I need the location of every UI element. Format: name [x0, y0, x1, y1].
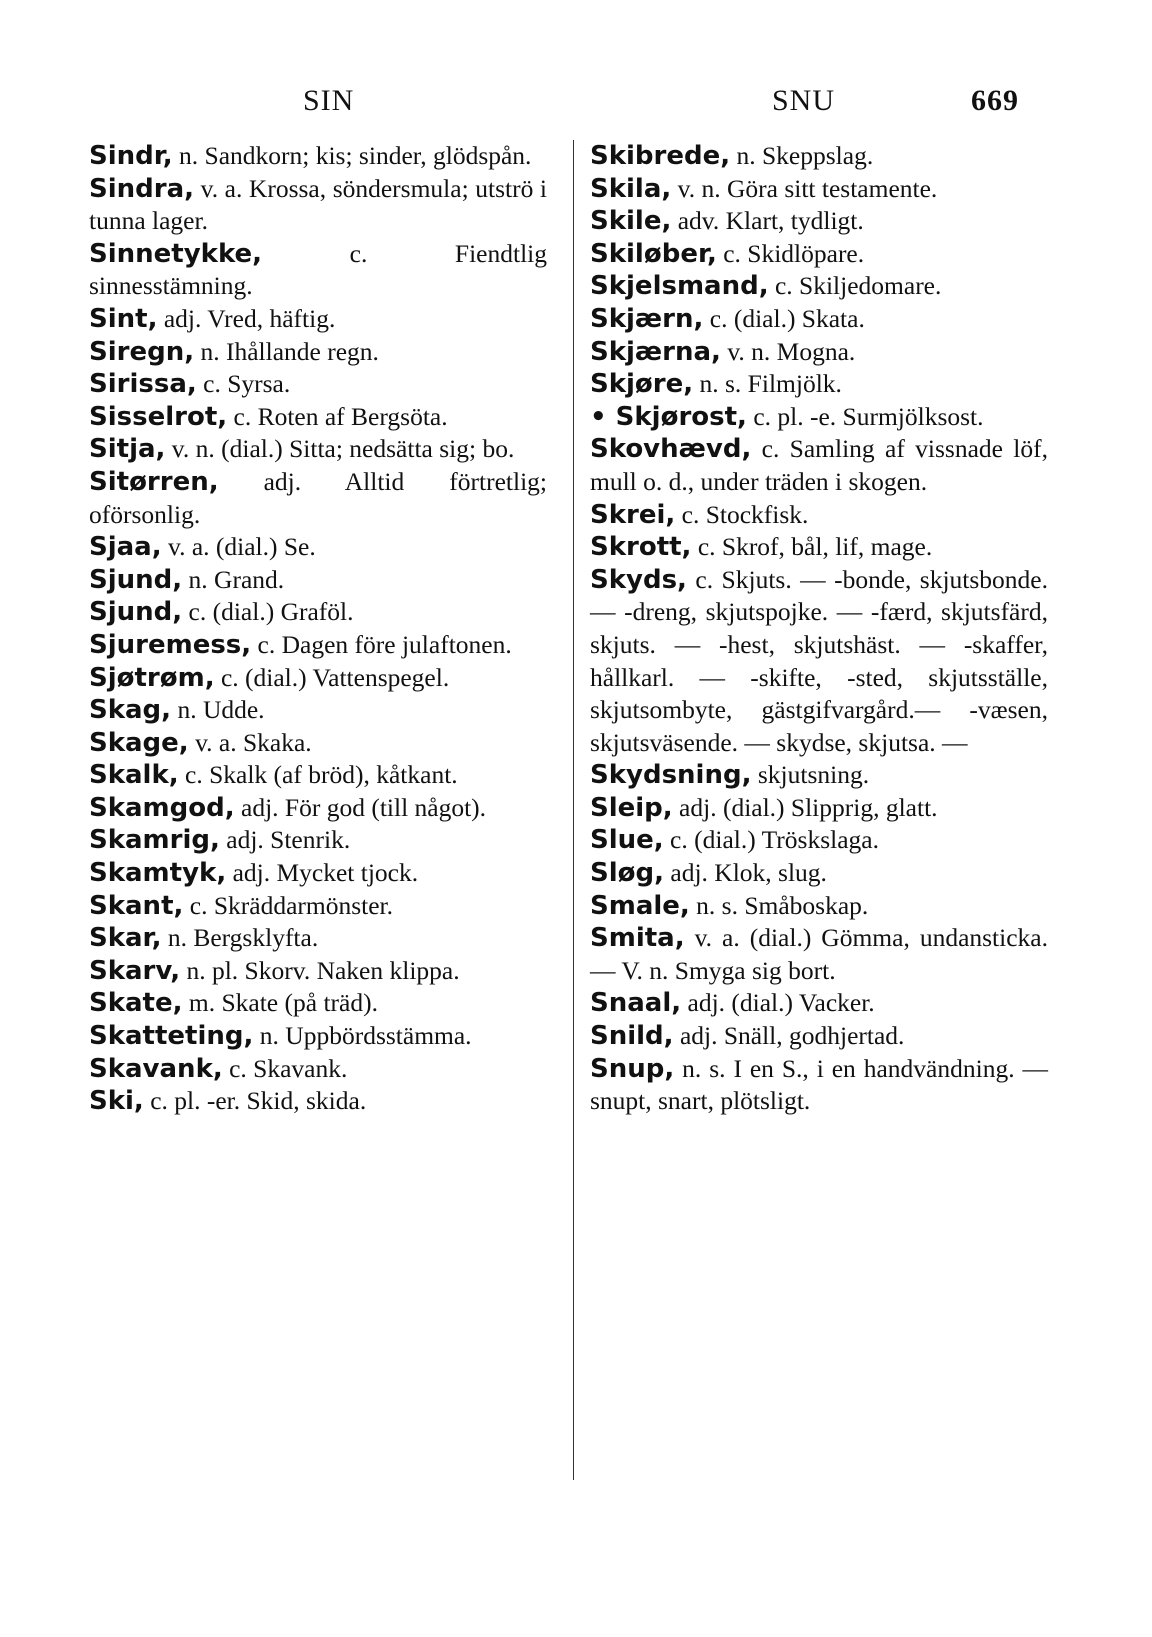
- entry-headword: Skiløber,: [590, 238, 717, 269]
- dictionary-entry: [590, 1020, 1048, 1053]
- entry-headword: Sjaa,: [89, 532, 162, 563]
- dictionary-entry: [89, 792, 547, 825]
- entry-definition: m. Skate (på träd).: [182, 988, 378, 1018]
- page-number: 669: [971, 84, 1019, 117]
- entry-definition: n. Sandkorn; kis; sinder, glödspån.: [172, 141, 532, 170]
- entry-headword: Slue,: [590, 825, 664, 856]
- dictionary-entry: [590, 270, 1048, 303]
- entry-headword: Skamrig,: [89, 825, 220, 856]
- dictionary-entry: [590, 336, 1048, 369]
- entry-definition: v. n. Mogna.: [720, 336, 856, 366]
- entry-definition: adj. Snäll, godhjertad.: [673, 1021, 905, 1051]
- entry-headword: Sjund,: [89, 564, 183, 595]
- dictionary-entry: [590, 987, 1048, 1020]
- entry-headword: Sitørren,: [89, 466, 219, 497]
- entry-headword: Ski,: [89, 1086, 144, 1117]
- dictionary-entry: [89, 1053, 547, 1086]
- dictionary-entry: [590, 857, 1048, 890]
- entry-headword: Skar,: [89, 923, 162, 954]
- dictionary-entry: [590, 499, 1048, 532]
- entry-headword: Sleip,: [590, 792, 673, 823]
- dictionary-entry: [590, 303, 1048, 336]
- dictionary-entry: [590, 205, 1048, 238]
- entry-headword: Sjund,: [89, 597, 183, 628]
- dictionary-entry: [89, 987, 547, 1020]
- dictionary-entry: [89, 368, 547, 401]
- entry-headword: Skydsning,: [590, 760, 752, 791]
- dictionary-entry: [590, 564, 1048, 760]
- entry-headword: Skalk,: [89, 760, 179, 791]
- entry-definition: c. pl. -er. Skid, skida.: [143, 1086, 367, 1116]
- entry-headword: Smale,: [590, 890, 690, 921]
- entry-definition: n. pl. Skorv. Naken klippa.: [180, 955, 460, 985]
- dictionary-entry: [590, 1053, 1048, 1118]
- entry-definition: c. (dial.) Skata.: [703, 303, 865, 333]
- entry-definition: n. s. Filmjölk.: [693, 369, 842, 399]
- entry-definition: n. s. Småboskap.: [689, 890, 869, 920]
- entry-headword: Skile,: [590, 206, 672, 237]
- entry-headword: Snaal,: [590, 988, 682, 1019]
- entry-headword: Skjærna,: [590, 336, 721, 367]
- left-column: [89, 140, 547, 1118]
- dictionary-entry: [89, 955, 547, 988]
- entry-definition: c. Samling af vissnade löf, mull o. d., under träden i skogen.: [590, 434, 1048, 496]
- entry-headword: Sjøtrøm,: [89, 662, 215, 693]
- entry-definition: c. Skalk (af bröd), kåtkant.: [178, 760, 458, 790]
- entry-headword: Snup,: [590, 1053, 675, 1084]
- dictionary-entry: [590, 922, 1048, 987]
- entry-definition: c. pl. -e. Surmjölksost.: [746, 401, 984, 431]
- dictionary-entry: [590, 238, 1048, 271]
- entry-definition: c. Syrsa.: [196, 369, 291, 399]
- entry-headword: Sindr,: [89, 141, 173, 171]
- dictionary-entry: [89, 303, 547, 336]
- entry-definition: c. Skavank.: [222, 1053, 348, 1083]
- entry-headword: Sisselrot,: [89, 401, 228, 432]
- dictionary-entry: [89, 890, 547, 923]
- entry-definition: n. Uppbördsstämma.: [253, 1021, 472, 1051]
- entry-headword: Sindra,: [89, 173, 195, 204]
- entry-headword: Skage,: [89, 727, 189, 758]
- entry-definition: adj. (dial.) Slipprig, glatt.: [672, 792, 938, 822]
- entry-definition: c. Skidlöpare.: [716, 238, 865, 268]
- dictionary-entry: [590, 368, 1048, 401]
- entry-definition: n. s. I en S., i en handvändning. — snupt, snart, plötsligt.: [590, 1053, 1048, 1116]
- column-divider: [573, 140, 574, 1480]
- dictionary-entry: [89, 662, 547, 695]
- dictionary-entry: [590, 401, 1048, 434]
- entry-definition: c. Roten af Bergsöta.: [227, 401, 448, 431]
- entry-definition: adj. (dial.) Vacker.: [681, 988, 875, 1018]
- entry-definition: n. Bergsklyfta.: [161, 923, 319, 953]
- dictionary-entry: [89, 336, 547, 369]
- dictionary-entry: [89, 824, 547, 857]
- entry-headword: Skatteting,: [89, 1021, 254, 1052]
- dictionary-entry: [89, 629, 547, 662]
- entry-headword: Siregn,: [89, 336, 195, 367]
- entry-definition: c. Skjuts. — -bonde, skjutsbonde. — -dreng, skjutspojke. — -færd, skjutsfärd, skjuts. — -hest, skjutshäst. — -skaffer, hållkarl. — -skifte, -sted, skjutsställe, skjutsombyte, gästgifvargård.— -væsen, skjutsväsende. — skydse, skjutsa. —: [590, 564, 1048, 757]
- entry-definition: n. Udde.: [171, 695, 265, 725]
- entry-headword: Skjelsmand,: [590, 271, 769, 302]
- dictionary-entry: [89, 1085, 547, 1118]
- entry-definition: c. Stockfisk.: [675, 499, 809, 529]
- entry-headword: Skag,: [89, 695, 172, 726]
- dictionary-entry: [89, 433, 547, 466]
- entry-definition: c. Fiendtlig sinnesstämning.: [89, 238, 547, 301]
- entry-definition: v. a. Skaka.: [188, 727, 312, 757]
- dictionary-entry: [590, 759, 1048, 792]
- dictionary-entry: [89, 531, 547, 564]
- entry-definition: v. n. Göra sitt testamente.: [671, 173, 938, 203]
- entry-headword: Sløg,: [590, 858, 664, 889]
- entry-headword: • Skjørost,: [590, 401, 747, 432]
- entry-headword: Skibrede,: [590, 141, 731, 171]
- header-left-guide-word: SIN: [303, 84, 355, 117]
- entry-headword: Skjøre,: [590, 369, 694, 400]
- entry-definition: n. Skeppslag.: [730, 141, 874, 170]
- entry-definition: c. Skiljedomare.: [768, 271, 942, 301]
- dictionary-entry: [89, 857, 547, 890]
- entry-headword: Snild,: [590, 1021, 674, 1052]
- dictionary-entry: [89, 922, 547, 955]
- entry-definition: v. a. Krossa, söndersmula; utströ i tunna lager.: [89, 173, 547, 236]
- entry-definition: n. Grand.: [182, 564, 285, 594]
- entry-definition: adj. Stenrik.: [219, 825, 351, 855]
- entry-headword: Sitja,: [89, 434, 166, 465]
- dictionary-entry: [590, 433, 1048, 498]
- dictionary-entry: [590, 140, 1048, 173]
- entry-headword: Sinnetykke,: [89, 238, 263, 269]
- dictionary-entry: [89, 238, 547, 303]
- entry-definition: v. a. (dial.) Se.: [161, 532, 316, 562]
- right-column: [590, 140, 1048, 1118]
- entry-definition: c. (dial.) Tröskslaga.: [663, 825, 879, 855]
- entry-definition: skjutsning.: [751, 760, 870, 790]
- entry-definition: c. Skräddarmönster.: [183, 890, 394, 920]
- entry-definition: v. n. (dial.) Sitta; nedsätta sig; bo.: [165, 434, 515, 464]
- dictionary-entry: [89, 596, 547, 629]
- entry-definition: v. a. (dial.) Gömma, undansticka. — V. n. Smyga sig bort.: [590, 923, 1048, 985]
- entry-headword: Sirissa,: [89, 369, 197, 400]
- entry-definition: c. Skrof, bål, lif, mage.: [691, 532, 933, 562]
- entry-headword: Sjuremess,: [89, 629, 252, 660]
- dictionary-entry: [89, 727, 547, 760]
- dictionary-entry: [89, 466, 547, 531]
- entry-definition: adj. Mycket tjock.: [226, 858, 419, 888]
- entry-headword: Smita,: [590, 923, 685, 954]
- entry-definition: adj. Vred, häftig.: [157, 303, 336, 333]
- entry-headword: Skrei,: [590, 499, 676, 530]
- dictionary-entry: [89, 759, 547, 792]
- entry-headword: Skarv,: [89, 955, 181, 986]
- dictionary-entry: [590, 792, 1048, 825]
- entry-headword: Skila,: [590, 173, 672, 204]
- dictionary-entry: [590, 890, 1048, 923]
- entry-definition: adj. Alltid förtretlig; oförsonlig.: [89, 466, 547, 529]
- entry-headword: Skyds,: [590, 564, 687, 595]
- entry-headword: Skate,: [89, 988, 183, 1019]
- entry-definition: n. Ihållande regn.: [194, 336, 379, 366]
- entry-headword: Skamgod,: [89, 792, 235, 823]
- dictionary-entry: [590, 531, 1048, 564]
- entry-definition: adj. För god (till något).: [234, 792, 487, 822]
- dictionary-entry: [89, 401, 547, 434]
- entry-headword: Skamtyk,: [89, 858, 227, 889]
- entry-definition: adj. Klok, slug.: [664, 858, 827, 888]
- entry-headword: Skjærn,: [590, 303, 704, 334]
- dictionary-entry: [89, 694, 547, 727]
- entry-definition: c. (dial.) Vattenspegel.: [214, 662, 450, 692]
- dictionary-entry: [89, 564, 547, 597]
- dictionary-entry: [590, 173, 1048, 206]
- dictionary-entry: [89, 173, 547, 238]
- entry-headword: Skovhævd,: [590, 434, 752, 465]
- entry-headword: Skant,: [89, 890, 184, 921]
- dictionary-entry: [89, 140, 547, 173]
- entry-headword: Sint,: [89, 303, 158, 334]
- dictionary-entry: [89, 1020, 547, 1053]
- entry-headword: Skavank,: [89, 1053, 223, 1084]
- dictionary-entry: [590, 824, 1048, 857]
- entry-headword: Skrott,: [590, 532, 692, 563]
- header-right-guide-word: SNU: [772, 84, 836, 117]
- entry-definition: c. (dial.) Graföl.: [182, 597, 354, 627]
- entry-definition: c. Dagen före julaftonen.: [251, 629, 512, 659]
- entry-definition: adv. Klart, tydligt.: [671, 206, 864, 236]
